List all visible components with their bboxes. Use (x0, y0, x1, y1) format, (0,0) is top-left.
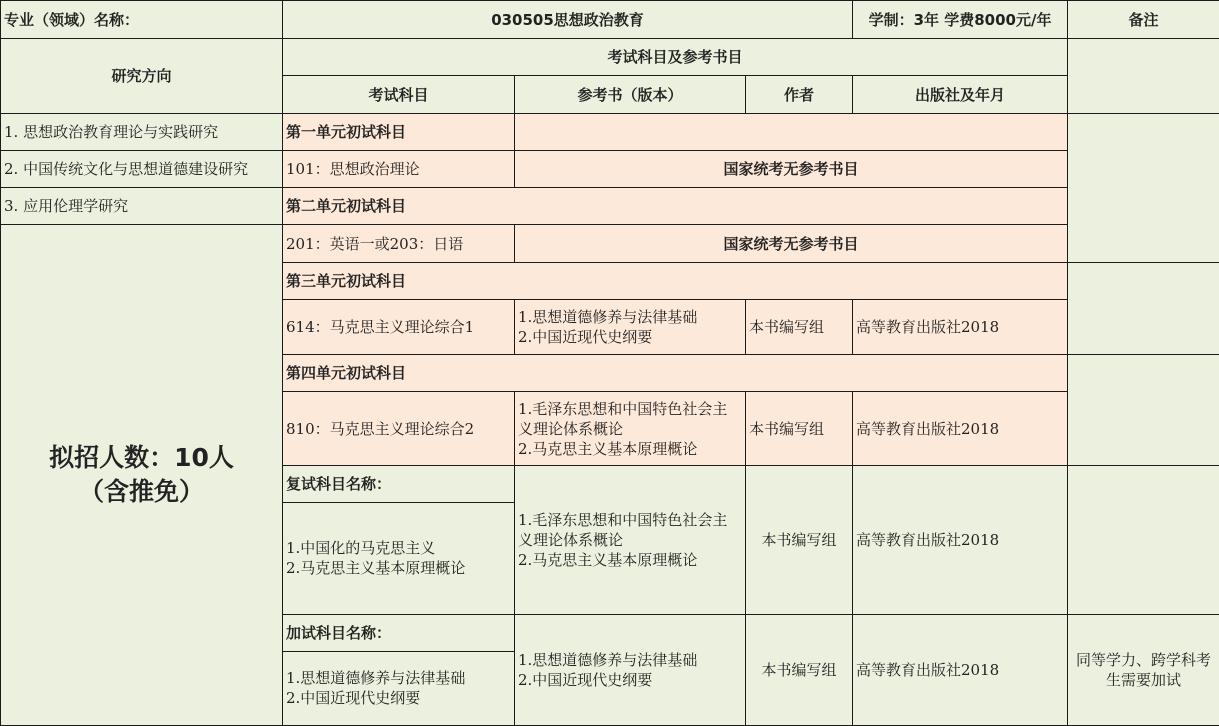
subject-header: 考试科目 (283, 76, 515, 114)
unit2-title: 第二单元初试科目 (283, 188, 1068, 225)
unit4-title: 第四单元初试科目 (283, 355, 1068, 392)
unit1-note: 国家统考无参考书目 (515, 151, 1068, 188)
author-header: 作者 (746, 76, 853, 114)
exam-group-header: 考试科目及参考书目 (283, 39, 1068, 76)
unit3-subject: 614：马克思主义理论综合1 (283, 300, 515, 355)
retest-publisher: 高等教育出版社2018 (853, 465, 1068, 614)
unit3-author: 本书编写组 (746, 300, 853, 355)
retest-title: 复试科目名称： (283, 465, 515, 502)
remarks-cell (1068, 465, 1219, 614)
unit4-books: 1.毛泽东思想和中国特色社会主义理论体系概论 2.马克思主义基本原理概论 (515, 392, 746, 465)
extra-books: 1.思想道德修养与法律基础 2.中国近现代史纲要 (515, 614, 746, 725)
direction-item: 3. 应用伦理学研究 (1, 188, 283, 225)
unit3-books: 1.思想道德修养与法律基础 2.中国近现代史纲要 (515, 300, 746, 355)
extra-remark: 同等学力、跨学科考生需要加试 (1068, 614, 1219, 725)
publisher-header: 出版社及年月 (853, 76, 1068, 114)
extra-subjects: 1.思想道德修养与法律基础 2.中国近现代史纲要 (283, 651, 515, 725)
unit3-publisher: 高等教育出版社2018 (853, 300, 1068, 355)
retest-author: 本书编写组 (746, 465, 853, 614)
remarks-cell (1068, 114, 1219, 263)
remarks-cell (1068, 263, 1219, 355)
remarks-cell (1068, 355, 1219, 465)
unit1-title-fill (515, 114, 1068, 151)
extra-title: 加试科目名称： (283, 614, 515, 651)
retest-books: 1.毛泽东思想和中国特色社会主义理论体系概论 2.马克思主义基本原理概论 (515, 465, 746, 614)
enrollment-count: 拟招人数：10人 (49, 443, 234, 473)
direction-header: 研究方向 (1, 39, 283, 114)
extra-publisher: 高等教育出版社2018 (853, 614, 1068, 725)
unit1-title: 第一单元初试科目 (283, 114, 515, 151)
direction-item: 2. 中国传统文化与思想道德建设研究 (1, 151, 283, 188)
retest-subjects: 1.中国化的马克思主义 2.马克思主义基本原理概论 (283, 502, 515, 614)
unit4-author: 本书编写组 (746, 392, 853, 465)
extra-author: 本书编写组 (746, 614, 853, 725)
direction-item: 1. 思想政治教育理论与实践研究 (1, 114, 283, 151)
remarks-header: 备注 (1068, 1, 1219, 39)
enrollment-note: （含推免） (78, 477, 204, 507)
enrollment-cell (1, 225, 283, 726)
unit2-note: 国家统考无参考书目 (515, 225, 1068, 263)
book-header: 参考书（版本） (515, 76, 746, 114)
unit4-publisher: 高等教育出版社2018 (853, 392, 1068, 465)
duration-fee: 学制：3年 学费8000元/年 (853, 1, 1068, 39)
major-value: 030505思想政治教育 (283, 1, 853, 39)
major-label: 专业（领域）名称： (1, 1, 283, 39)
unit1-subject: 101：思想政治理论 (283, 151, 515, 188)
unit3-title: 第三单元初试科目 (283, 263, 1068, 300)
unit4-subject: 810：马克思主义理论综合2 (283, 392, 515, 465)
remarks-cell (1068, 39, 1219, 114)
unit2-subject: 201：英语一或203：日语 (283, 225, 515, 263)
